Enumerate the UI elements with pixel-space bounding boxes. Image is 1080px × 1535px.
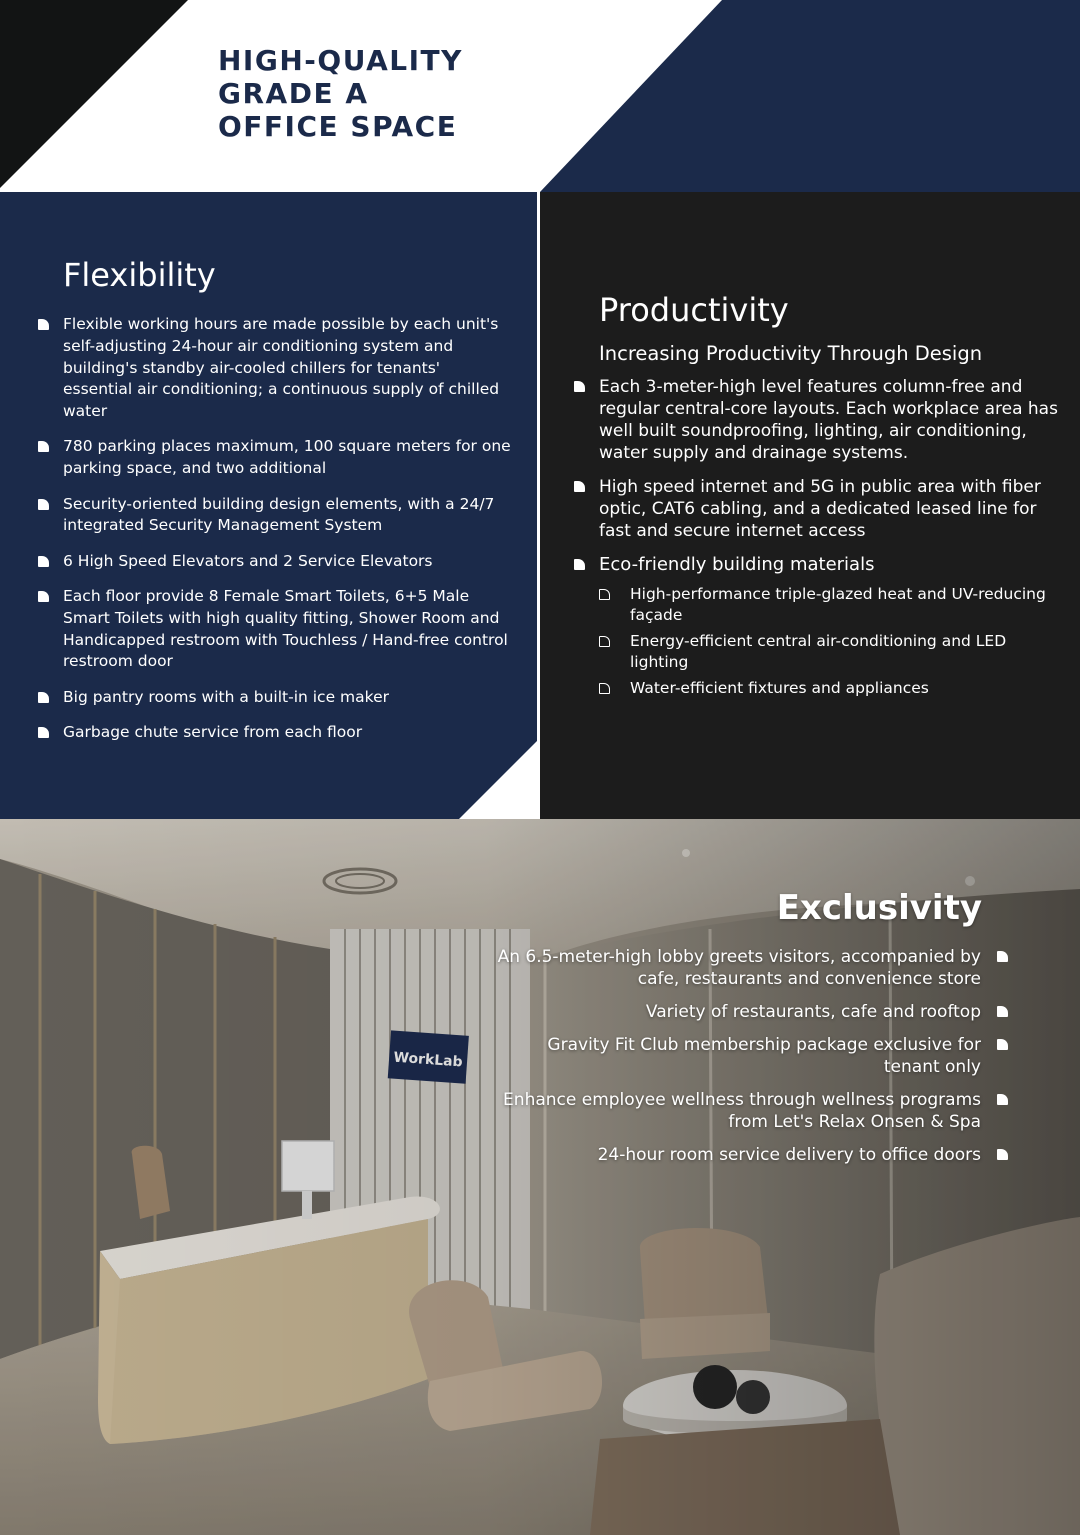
eco-label: Eco-friendly building materials: [599, 554, 875, 575]
sub-list-item: [630, 678, 1059, 699]
page-title: [218, 44, 463, 143]
title-line-1: HIGH-QUALITY: [218, 44, 463, 77]
list-item-text: Each floor provide 8 Female Smart Toilets, 6+5 Male Smart Toilets with high quality fitting, Shower Room and Handicapped restroom with Touchless / Hand-free control restroom door: [63, 586, 508, 671]
list-item-text: Enhance employee wellness through wellness programs from Let's Relax Onsen & Spa: [503, 1090, 981, 1132]
flexibility-heading: Flexibility: [63, 256, 216, 294]
eco-sublist: [630, 584, 1059, 699]
bullet-icon: [38, 499, 49, 510]
outline-bullet-icon: [599, 589, 610, 600]
sub-list-item-text: High-performance triple-glazed heat and UV-reducing façade: [630, 585, 1046, 624]
bullet-icon: [997, 1006, 1008, 1017]
bullet-icon: [574, 559, 585, 570]
list-item-text: High speed internet and 5G in public area with fiber optic, CAT6 cabling, and a dedicated leased line for fast and secure internet access: [599, 477, 1041, 541]
list-item-text: Variety of restaurants, cafe and rooftop: [645, 1002, 981, 1022]
list-item-text: 780 parking places maximum, 100 square meters for one parking space, and two additional: [63, 437, 511, 478]
list-item: [63, 586, 513, 673]
outline-bullet-icon: [599, 683, 610, 694]
flexibility-list: [63, 314, 513, 757]
outline-bullet-icon: [599, 636, 610, 647]
lobby-photo: [0, 819, 1080, 1535]
sub-list-item: [630, 584, 1059, 626]
bullet-icon: [38, 441, 49, 452]
bullet-icon: [38, 556, 49, 567]
list-item-text: Each 3-meter-high level features column-free and regular central-core layouts. Each workplace area has well built soundproofing, lighting, air conditioning, water supply and drainage systems.: [599, 377, 1058, 463]
title-line-3: OFFICE SPACE: [218, 110, 458, 143]
header-banner: [0, 0, 1080, 192]
list-item: [63, 551, 513, 573]
white-corner-shape: [458, 740, 537, 819]
list-item: [63, 436, 513, 480]
sub-list-item: [630, 631, 1059, 673]
bullet-icon: [997, 1149, 1008, 1160]
bullet-icon: [38, 319, 49, 330]
bullet-icon: [38, 591, 49, 602]
list-item-text: Big pantry rooms with a built-in ice maker: [63, 687, 389, 706]
bullet-icon: [574, 481, 585, 492]
list-item: [63, 314, 513, 423]
productivity-panel: [540, 192, 1080, 819]
list-item: [488, 946, 1008, 990]
list-item-text: Garbage chute service from each floor: [63, 722, 363, 741]
list-item: [599, 476, 1059, 542]
list-item: [63, 494, 513, 538]
productivity-heading: Productivity: [599, 291, 789, 329]
list-item: [488, 1144, 1008, 1166]
eco-list-item: [599, 554, 1059, 699]
list-item-text: 24-hour room service delivery to office doors: [597, 1145, 981, 1165]
list-item-text: Gravity Fit Club membership package exclusive for tenant only: [547, 1035, 981, 1077]
list-item: [63, 722, 513, 744]
sub-list-item-text: Energy-efficient central air-conditioning and LED lighting: [630, 632, 1007, 671]
list-item: [488, 1034, 1008, 1078]
flexibility-panel: [0, 192, 537, 819]
list-item: [63, 687, 513, 709]
bullet-icon: [38, 727, 49, 738]
sub-list-item-text: Water-efficient fixtures and appliances: [630, 679, 929, 697]
bullet-icon: [997, 951, 1008, 962]
productivity-subheading: Increasing Productivity Through Design: [599, 342, 983, 365]
list-item: [488, 1001, 1008, 1023]
exclusivity-heading: Exclusivity: [776, 888, 982, 928]
list-item-text: An 6.5-meter-high lobby greets visitors, accompanied by cafe, restaurants and convenience store: [497, 947, 981, 989]
bullet-icon: [997, 1094, 1008, 1105]
bullet-icon: [574, 381, 585, 392]
productivity-list: [599, 376, 1059, 711]
list-item-text: Security-oriented building design elements, with a 24/7 integrated Security Management System: [63, 494, 495, 535]
bullet-icon: [997, 1039, 1008, 1050]
list-item: [488, 1089, 1008, 1133]
title-line-2: GRADE A: [218, 77, 369, 110]
list-item: [599, 376, 1059, 464]
header-shapes: [0, 0, 1080, 192]
list-item-text: 6 High Speed Elevators and 2 Service Elevators: [63, 551, 433, 570]
list-item-text: Flexible working hours are made possible by each unit's self-adjusting 24-hour air conditioning system and building's standby air-cooled chillers for tenants' essential air conditioning; a continuous supply of chilled water: [63, 315, 500, 421]
exclusivity-list: [488, 946, 1008, 1177]
bullet-icon: [38, 692, 49, 703]
